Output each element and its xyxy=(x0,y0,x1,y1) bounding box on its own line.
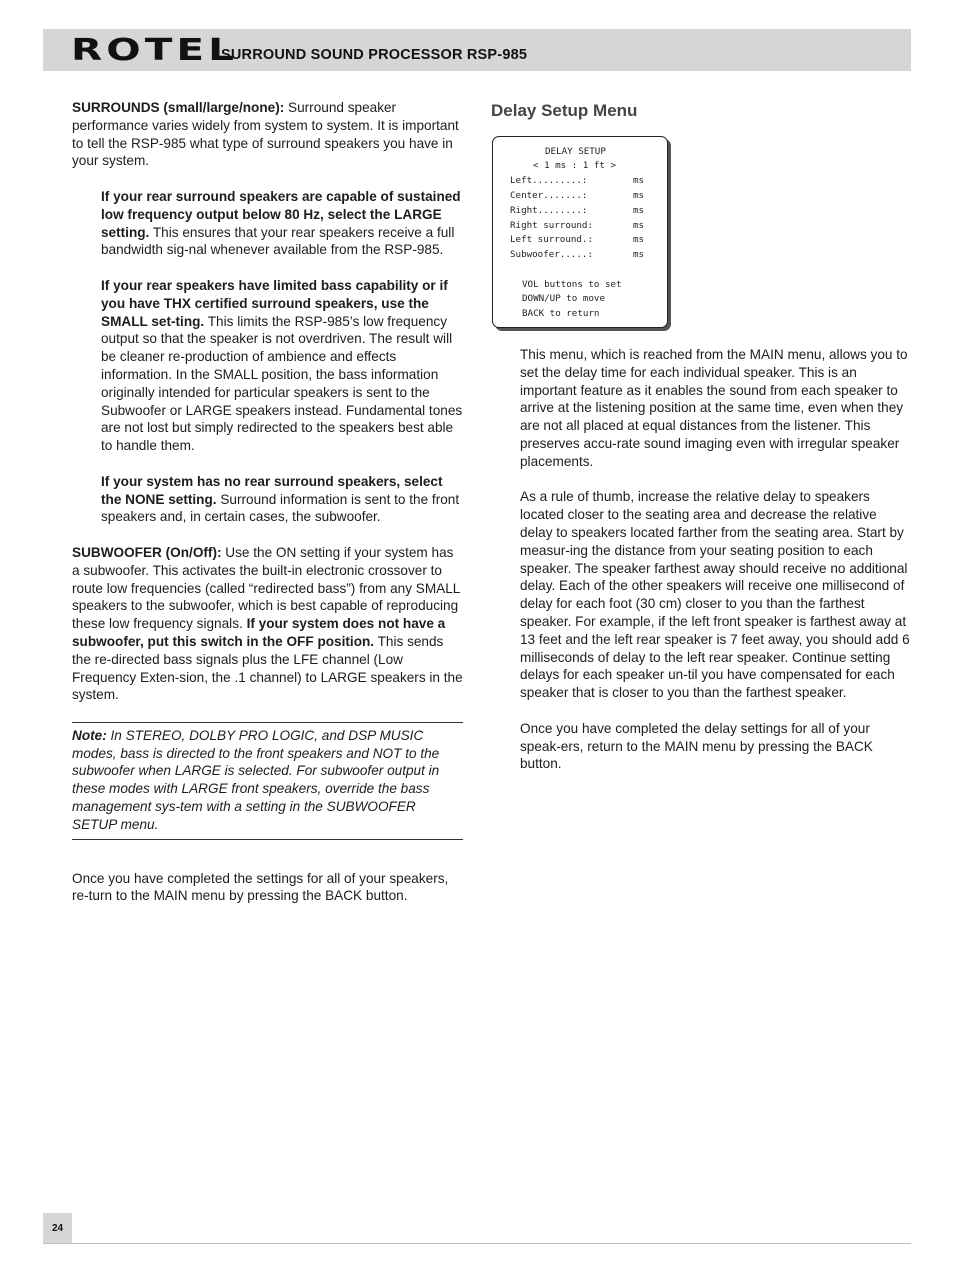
footer-rule xyxy=(43,1243,911,1244)
page-header xyxy=(43,29,911,71)
lcd-row-subwoofer-unit: ms xyxy=(633,249,645,260)
surrounds-term: SURROUNDS (small/large/none): xyxy=(72,100,285,115)
lcd-help-back: BACK to return xyxy=(522,308,600,319)
lcd-row-right-label: Right........: xyxy=(510,205,588,216)
lcd-unit: < 1 ms : 1 ft > xyxy=(533,160,616,171)
subwoofer-paragraph xyxy=(72,544,463,704)
lcd-row-left-surround-unit: ms xyxy=(633,234,645,245)
right-column xyxy=(520,346,912,791)
delay-rule-paragraph: As a rule of thumb, increase the relative delay to speakers located closer to the seating area and decrease the relative delay to speakers located farther from the seating area. Start by measur-ing the distance from your seating position to each speaker. The speaker farthest away should receive no additional delay. Each of the other speakers will receive one millisecond of delay for each foot (30 cm) closer to you than the farthest speaker. For example, if the left front speaker is farthest away at 13 feet and the left rear speaker is 7 feet away, you should add 6 milliseconds of delay to the left rear speaker. Continue setting delays for each speaker un-til you have compensated for each speaker that is closer to you than the farthest speaker. xyxy=(520,489,910,701)
none-setting-term: If your system has no rear surround speakers, select the NONE setting. xyxy=(101,473,443,507)
closing-paragraph-left: Once you have completed the settings for all of your speakers, re-turn to the MAIN menu by pressing the BACK button. xyxy=(72,870,449,904)
surrounds-paragraph xyxy=(72,99,463,170)
page-number: 24 xyxy=(43,1213,72,1244)
closing-paragraph-right: Once you have completed the delay settings for all of your speak-ers, return to the MAIN menu by pressing the BACK button. xyxy=(520,720,873,772)
note-label: Note: xyxy=(72,727,107,743)
lcd-row-center-unit: ms xyxy=(633,190,645,201)
lcd-row-left-surround-label: Left surround.: xyxy=(510,234,593,245)
subwoofer-off-text: This sends the re-directed bass signals plus the LFE channel (Low Frequency Exten-sion, the .1 channel) to LARGE speakers in the system. xyxy=(72,633,463,703)
lcd-help-vol: VOL buttons to set xyxy=(522,279,622,290)
lcd-row-subwoofer-label: Subwoofer.....: xyxy=(510,249,593,260)
rotel-logo: ROTEL xyxy=(71,33,238,68)
lcd-help-downup: DOWN/UP to move xyxy=(522,293,605,304)
lcd-title: DELAY SETUP xyxy=(545,146,606,157)
subwoofer-text: Use the ON setting if your system has a subwoofer. This activates the built-in electronic crossover to route low frequencies (called “redirected bass”) from any SMALL speakers to the subwoofer, which is best capable of reproducing these low frequency signals. xyxy=(72,544,460,632)
surrounds-text: Surround speaker performance varies widely from system to system. It is important to tell the RSP-985 what type of surround speakers you have in your system. xyxy=(72,100,459,169)
lcd-row-right-unit: ms xyxy=(633,205,645,216)
subwoofer-off-term: If your system does not have a subwoofer, put this switch in the OFF position. xyxy=(72,616,446,649)
lcd-row-center-label: Center.......: xyxy=(510,190,588,201)
delay-intro-paragraph: This menu, which is reached from the MAIN menu, allows you to set the delay time for each individual speaker. This is an important feature as it enables the sound from each speaker to arrive at the listening position at the same time, even when they are not all placed at equal distances from the listener. This preserves accu-rate sound imaging even with irregular speaker placements. xyxy=(520,347,908,469)
header-title: SURROUND SOUND PROCESSOR RSP-985 xyxy=(221,47,528,63)
small-setting-text: This limits the RSP-985’s low frequency output so that the speaker is not overdriven. The result will be cleaner re-production of ambience and effects information. In the SMALL position, the bass information originally intended for particular speakers is sent to the Subwoofer or LARGE speakers instead. Fundamental tones are not lost but simply redirected to the speakers best able to handle them. xyxy=(101,313,463,454)
large-setting-paragraph xyxy=(72,188,463,259)
delay-setup-heading: Delay Setup Menu xyxy=(491,101,638,120)
left-column xyxy=(72,99,463,923)
large-setting-term: If your rear surround speakers are capable of sustained low frequency output below 80 Hz, select the LARGE setting. xyxy=(101,188,461,240)
lcd-row-right-surround-label: Right surround: xyxy=(510,220,593,231)
note-box xyxy=(72,722,463,840)
lcd-row-right-surround-unit: ms xyxy=(633,220,645,231)
delay-setup-screen xyxy=(492,136,668,328)
none-setting-text: Surround information is sent to the front speakers and, in certain cases, the subwoofer. xyxy=(101,491,460,525)
note-text: In STEREO, DOLBY PRO LOGIC, and DSP MUSIC modes, bass is directed to the front speakers and NOT to the subwoofer when LARGE is selected. For subwoofer output in these modes with LARGE front speakers, override the bass management sys-tem with a setting in the SUBWOOFER SETUP menu. xyxy=(72,727,440,832)
small-setting-term: If your rear speakers have limited bass capability or if you have THX certified surround speakers, use the SMALL set-ting. xyxy=(101,277,448,329)
subwoofer-term: SUBWOOFER (On/Off): xyxy=(72,544,222,560)
none-setting-paragraph xyxy=(72,473,463,526)
lcd-row-left-label: Left.........: xyxy=(510,175,588,186)
large-setting-text: This ensures that your rear speakers receive a full bandwidth sig-nal whenever available from the RSP-985. xyxy=(101,224,455,258)
lcd-row-left-unit: ms xyxy=(633,175,645,186)
small-setting-paragraph xyxy=(72,277,463,455)
